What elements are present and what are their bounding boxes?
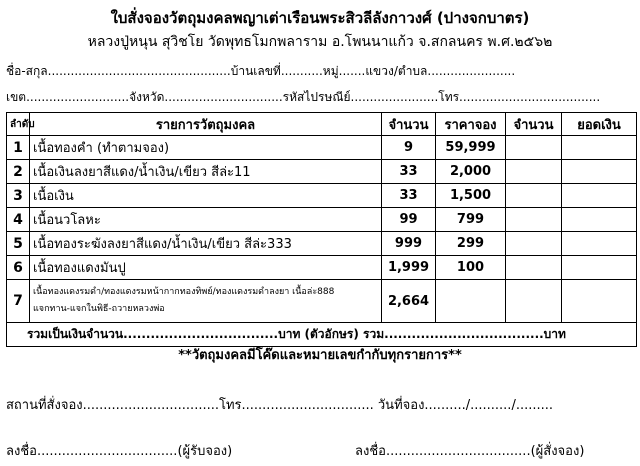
notice-text: **วัตถุมงคลมีโค๊ดและหมายเลขกำกับทุกรายการ** [178, 348, 462, 363]
total-row [7, 323, 637, 347]
row-no: 2 [7, 160, 30, 184]
table-row [7, 256, 637, 280]
row-quantity: 33 [382, 184, 436, 208]
row-order-quantity-cell[interactable] [506, 256, 562, 280]
row-amount-cell[interactable] [562, 184, 637, 208]
row-item: เนื้อนวโลหะ [30, 208, 382, 232]
row-quantity: 1,999 [382, 256, 436, 280]
table-row [7, 208, 637, 232]
table-row [7, 160, 637, 184]
row-price: 59,999 [436, 136, 506, 160]
header-amount: ยอดเงิน [562, 113, 637, 136]
row-quantity: 999 [382, 232, 436, 256]
table-row [7, 232, 637, 256]
header-price: ราคาจอง [436, 113, 506, 136]
row-item: เนื้อเงิน [30, 184, 382, 208]
row-order-quantity-cell[interactable] [506, 184, 562, 208]
header-no: ลำดับ [7, 113, 30, 136]
table-row [7, 136, 637, 160]
row-order-quantity-cell[interactable] [506, 136, 562, 160]
row-item: เนื้อทองระฆังลงยาสีแดง/น้ำเงิน/เขียว สีล่ะ333 [30, 232, 382, 256]
row-amount-cell[interactable] [562, 208, 637, 232]
table-row [7, 280, 637, 323]
row-item-line2: แจกทาน-แจกในพิธี-ถวายหลวงพ่อ [33, 304, 165, 314]
header-quantity: จำนวน [382, 113, 436, 136]
row-amount-cell[interactable] [562, 136, 637, 160]
form-subtitle: หลวงปู่หนุน สุวิชโย วัดพุทธโมกพลาราม อ.โพนนาแก้ว จ.สกลนคร พ.ศ.๒๕๖๒ [87, 34, 553, 50]
row-price: 799 [436, 208, 506, 232]
orderer-signature-line[interactable]: ลงชื่อ...................................(ผู้สั่งจอง) [355, 444, 585, 459]
row-item [30, 280, 382, 323]
row-quantity: 33 [382, 160, 436, 184]
form-title: ใบสั่งจองวัตถุมงคลพญาเต่าเรือนพระสิวลีลังกาวงศ์ (ปางจกบาตร) [110, 9, 530, 27]
order-table [6, 112, 637, 347]
row-quantity: 99 [382, 208, 436, 232]
row-no: 7 [7, 280, 30, 323]
row-item: เนื้อทองคำ (ทำตามจอง) [30, 136, 382, 160]
row-no: 1 [7, 136, 30, 160]
row-no: 3 [7, 184, 30, 208]
row-price: 1,500 [436, 184, 506, 208]
row-no: 4 [7, 208, 30, 232]
row-price [436, 280, 506, 323]
table-row [7, 184, 637, 208]
row-price: 100 [436, 256, 506, 280]
row-amount-cell[interactable] [562, 160, 637, 184]
row-item: เนื้อเงินลงยาสีแดง/น้ำเงิน/เขียว สีล่ะ11 [30, 160, 382, 184]
row-price: 299 [436, 232, 506, 256]
row-order-quantity-cell[interactable] [506, 160, 562, 184]
row-amount-cell[interactable] [562, 280, 637, 323]
header-order-quantity: จำนวน [506, 113, 562, 136]
row-amount-cell[interactable] [562, 232, 637, 256]
row-order-quantity-cell[interactable] [506, 280, 562, 323]
row-item: เนื้อทองแดงมันปู [30, 256, 382, 280]
row-quantity: 2,664 [382, 280, 436, 323]
row-no: 6 [7, 256, 30, 280]
table-header-row [7, 113, 637, 136]
name-address-line[interactable]: ชื่อ-สกุล................................................บ้านเลขที่...........หมู่.......แขวง/ตำบล....................... [6, 64, 516, 78]
row-price: 2,000 [436, 160, 506, 184]
row-amount-cell[interactable] [562, 256, 637, 280]
total-line[interactable]: รวมเป็นเงินจำนวน..................................บาท (ตัวอักษร) รวม...................................บาท [7, 323, 637, 347]
district-province-line[interactable]: เขต...........................จังหวัด...............................รหัสไปรษณีย์.......................โทร..................................... [6, 90, 601, 104]
row-no: 5 [7, 232, 30, 256]
row-order-quantity-cell[interactable] [506, 232, 562, 256]
row-quantity: 9 [382, 136, 436, 160]
row-item-line1: เนื้อทองแดงรมดำ/ทองแดงรมหน้ากากทองทิพย์/ทองแดงรมดำลงยา เนื้อล่ะ888 [33, 287, 335, 297]
row-order-quantity-cell[interactable] [506, 208, 562, 232]
header-item: รายการวัตถุมงคล [30, 113, 382, 136]
receiver-signature-line[interactable]: ลงชื่อ..................................(ผู้รับจอง) [6, 444, 233, 459]
order-place-line[interactable]: สถานที่สั่งจอง.................................โทร................................ วันที่จอง........../........../......... [6, 398, 554, 413]
